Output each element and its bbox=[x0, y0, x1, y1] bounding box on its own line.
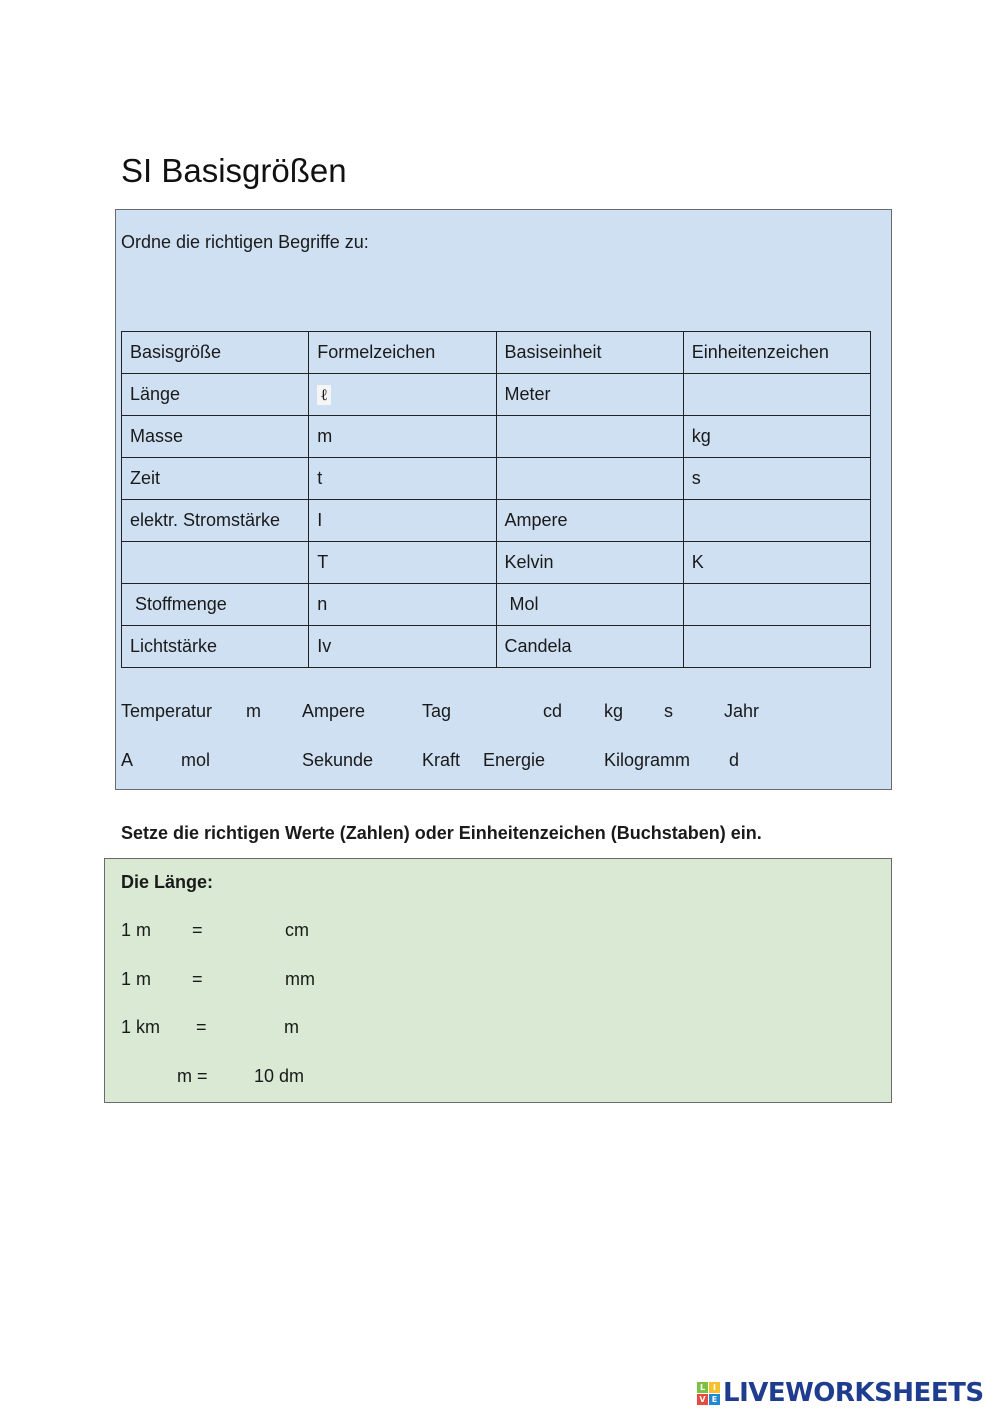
header-cell: Basisgröße bbox=[122, 332, 309, 374]
logo-block: V bbox=[697, 1394, 708, 1405]
answer-cell[interactable] bbox=[496, 416, 683, 458]
word-bank-item[interactable]: Ampere bbox=[302, 701, 366, 721]
logo-blocks-icon bbox=[697, 1382, 720, 1405]
word-bank-item[interactable]: kg bbox=[604, 701, 624, 721]
conversion-left: m = bbox=[177, 1066, 208, 1086]
conversion-right: m bbox=[284, 1017, 299, 1037]
table-cell: Stoffmenge bbox=[122, 584, 309, 626]
word-bank-item[interactable]: Tag bbox=[422, 701, 452, 721]
table-cell: T bbox=[309, 542, 496, 584]
formula-symbol: ℓ bbox=[317, 385, 331, 405]
word-bank-item[interactable]: m bbox=[246, 701, 261, 721]
word-bank-item[interactable]: Kraft bbox=[422, 750, 461, 770]
equals-sign: = bbox=[196, 1017, 207, 1037]
conversion-right: 10 dm bbox=[254, 1066, 305, 1086]
table-cell: I bbox=[309, 500, 496, 542]
table-cell: Iv bbox=[309, 626, 496, 668]
table-cell: Zeit bbox=[122, 458, 309, 500]
task2-heading: Die Länge: bbox=[121, 872, 214, 892]
word-bank-item[interactable]: Sekunde bbox=[302, 750, 374, 770]
table-cell: m bbox=[309, 416, 496, 458]
answer-cell[interactable] bbox=[683, 374, 870, 416]
table-cell: Kelvin bbox=[496, 542, 683, 584]
word-bank-item[interactable]: s bbox=[664, 701, 673, 721]
logo-block: I bbox=[709, 1382, 720, 1393]
word-bank-item[interactable]: Energie bbox=[483, 750, 546, 770]
answer-cell[interactable] bbox=[683, 626, 870, 668]
answer-cell[interactable] bbox=[496, 458, 683, 500]
equals-sign: = bbox=[192, 920, 203, 940]
table-cell: elektr. Stromstärke bbox=[122, 500, 309, 542]
table-row bbox=[122, 416, 871, 458]
table-row bbox=[122, 500, 871, 542]
table-cell: Ampere bbox=[496, 500, 683, 542]
conversion-left: 1 m bbox=[121, 969, 152, 989]
logo-block: E bbox=[709, 1394, 720, 1405]
table-row bbox=[122, 542, 871, 584]
logo-block: L bbox=[697, 1382, 708, 1393]
word-bank-item[interactable]: Temperatur bbox=[121, 701, 213, 721]
answer-cell[interactable] bbox=[683, 500, 870, 542]
task1-instruction: Ordne die richtigen Begriffe zu: bbox=[121, 232, 369, 252]
conversion-left: 1 km bbox=[121, 1017, 161, 1037]
liveworksheets-logo bbox=[697, 1378, 984, 1408]
logo-text: LIVEWORKSHEETS bbox=[723, 1378, 984, 1408]
table-cell: Länge bbox=[122, 374, 309, 416]
page-title: SI Basisgrößen bbox=[121, 152, 347, 189]
conversion-right: mm bbox=[285, 969, 315, 989]
table-cell: Meter bbox=[496, 374, 683, 416]
si-table bbox=[121, 331, 871, 668]
table-cell: K bbox=[683, 542, 870, 584]
answer-cell[interactable] bbox=[122, 542, 309, 584]
table-cell: Mol bbox=[496, 584, 683, 626]
table-row bbox=[122, 374, 871, 416]
table-cell: Masse bbox=[122, 416, 309, 458]
table-row bbox=[122, 584, 871, 626]
table-row bbox=[122, 458, 871, 500]
table-cell: t bbox=[309, 458, 496, 500]
header-cell: Einheitenzeichen bbox=[683, 332, 870, 374]
conversion-left: 1 m bbox=[121, 920, 152, 940]
table-row bbox=[122, 626, 871, 668]
word-bank-item[interactable]: d bbox=[729, 750, 740, 770]
answer-cell[interactable] bbox=[683, 584, 870, 626]
table-cell: Lichtstärke bbox=[122, 626, 309, 668]
conversion-right: cm bbox=[285, 920, 309, 940]
word-bank-item[interactable]: mol bbox=[181, 750, 211, 770]
task2-panel bbox=[104, 858, 892, 1103]
table-cell: s bbox=[683, 458, 870, 500]
table-cell bbox=[309, 374, 496, 416]
header-cell: Formelzeichen bbox=[309, 332, 496, 374]
word-bank-item[interactable]: Kilogramm bbox=[604, 750, 691, 770]
equals-sign: = bbox=[192, 969, 203, 989]
task2-instruction: Setze die richtigen Werte (Zahlen) oder Einheitenzeichen (Buchstaben) ein. bbox=[121, 823, 762, 843]
table-cell: Candela bbox=[496, 626, 683, 668]
table-cell: n bbox=[309, 584, 496, 626]
word-bank-item[interactable]: Jahr bbox=[724, 701, 760, 721]
table-header-row bbox=[122, 332, 871, 374]
header-cell: Basiseinheit bbox=[496, 332, 683, 374]
table-cell: kg bbox=[683, 416, 870, 458]
word-bank-item[interactable]: cd bbox=[543, 701, 563, 721]
word-bank-item[interactable]: A bbox=[121, 750, 134, 770]
